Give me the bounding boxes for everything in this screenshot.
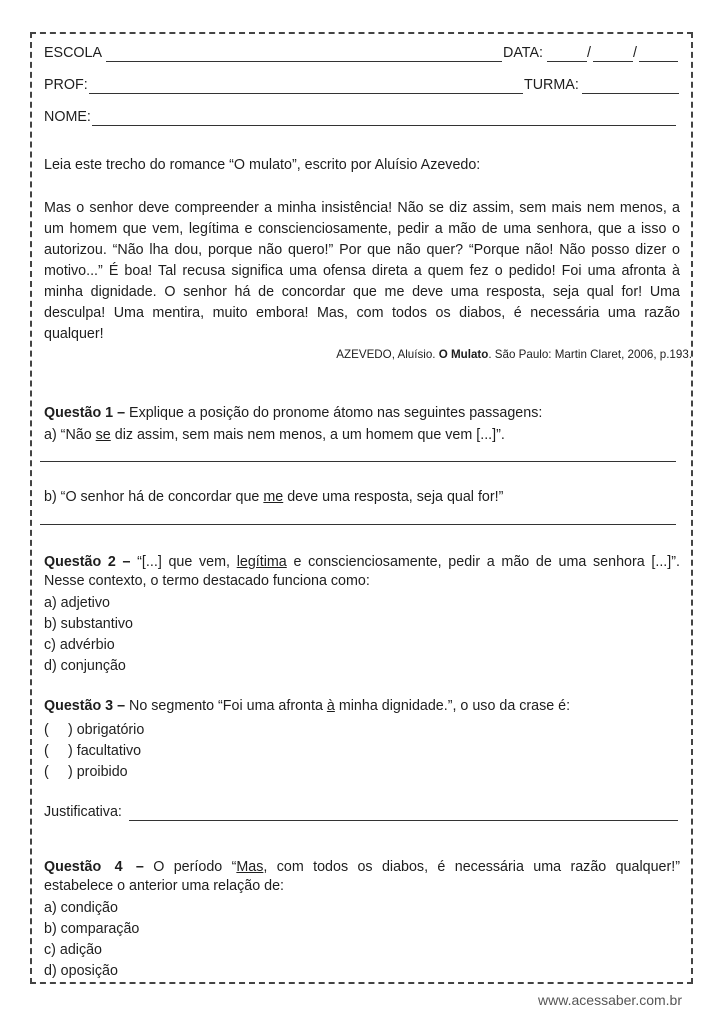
excerpt-source bbox=[336, 348, 692, 361]
question-3 bbox=[44, 698, 570, 714]
intro-text: Leia este trecho do romance “O mulato”, escrito por Aluísio Azevedo: bbox=[44, 157, 481, 173]
excerpt-line: minha dignidade. O senhor há de concordar que me deve uma resposta, seja qual for! Uma bbox=[44, 284, 680, 300]
question-1 bbox=[44, 405, 542, 421]
justification-label: Justificativa: bbox=[44, 804, 122, 820]
source-title: O Mulato bbox=[438, 348, 489, 361]
question-1-label: Questão 1 – bbox=[44, 405, 126, 421]
question-text: No segmento “Foi uma afronta bbox=[125, 698, 327, 714]
item-text: a) “Não bbox=[44, 427, 96, 443]
source-prefix: AZEVEDO, Aluísio. bbox=[336, 348, 439, 361]
question-1-text: Explique a posição do pronome átomo nas seguintes passagens: bbox=[125, 405, 543, 421]
question-1-item-b bbox=[44, 489, 503, 505]
answer-line-1a[interactable] bbox=[40, 461, 676, 462]
excerpt-line: um homem que vem, legítima e conscienciosamente, pedir a mão de uma senhora, que a isso o bbox=[44, 221, 680, 237]
item-text: b) “O senhor há de concordar que bbox=[44, 489, 264, 505]
excerpt-line: Mas o senhor deve compreender a minha insistência! Não se diz assim, sem mais nem menos, a bbox=[44, 200, 680, 216]
highlighted-word: se bbox=[95, 427, 111, 443]
footer-website[interactable]: www.acessaber.com.br bbox=[538, 992, 682, 1008]
excerpt-line: desculpa! Uma mentira, muito embora! Mas, com todos os diabos, é necessária uma razão bbox=[44, 305, 680, 321]
question-2-line2: Nesse contexto, o termo destacado funciona como: bbox=[44, 573, 370, 589]
justification-field[interactable] bbox=[129, 820, 678, 821]
option-b[interactable]: b) substantivo bbox=[44, 616, 134, 632]
prof-label: PROF: bbox=[44, 77, 88, 93]
prof-field[interactable] bbox=[89, 93, 523, 94]
question-4 bbox=[44, 857, 680, 878]
question-4-label: Questão 4 – bbox=[44, 859, 144, 875]
question-text: minha dignidade.”, o uso da crase é: bbox=[334, 698, 571, 714]
question-text: e conscienciosamente, pedir a mão de uma senhora [...]”. bbox=[286, 554, 680, 570]
turma-field[interactable] bbox=[582, 93, 679, 94]
excerpt-line: motivo...” É boa! Tal recusa significa uma ofensa direta a quem fez o pedido! Foi uma afronta à bbox=[44, 263, 680, 279]
date-month-field[interactable] bbox=[593, 61, 633, 62]
escola-label: ESCOLA bbox=[44, 45, 103, 61]
date-separator-2: / bbox=[633, 45, 637, 61]
question-1-item-a bbox=[44, 427, 505, 443]
option-facultativo[interactable] bbox=[44, 741, 141, 761]
option-a[interactable]: a) condição bbox=[44, 900, 118, 916]
date-separator-1: / bbox=[587, 45, 591, 61]
option-a[interactable]: a) adjetivo bbox=[44, 595, 110, 611]
option-label: ) facultativo bbox=[68, 743, 142, 759]
option-d[interactable]: d) conjunção bbox=[44, 658, 126, 674]
escola-field[interactable] bbox=[106, 61, 502, 62]
option-proibido[interactable] bbox=[44, 762, 128, 782]
item-text: diz assim, sem mais nem menos, a um homem que vem [...]”. bbox=[110, 427, 505, 443]
highlighted-word: me bbox=[263, 489, 284, 505]
checkbox[interactable]: ( bbox=[44, 743, 49, 759]
option-label: ) obrigatório bbox=[68, 722, 145, 738]
option-label: ) proibido bbox=[68, 764, 128, 780]
excerpt-line: autorizou. “Não lha dou, porque não quero!” Por que não quer? “Porque não! Não posso dizer o bbox=[44, 242, 680, 258]
highlighted-word: à bbox=[326, 698, 335, 714]
option-c[interactable]: c) adição bbox=[44, 942, 103, 958]
question-2 bbox=[44, 552, 680, 573]
checkbox[interactable]: ( bbox=[44, 764, 49, 780]
highlighted-word: legítima bbox=[236, 554, 287, 570]
question-text: O período “ bbox=[143, 859, 237, 875]
question-text: , com todos os diabos, é necessária uma razão qualquer!” bbox=[263, 859, 680, 875]
option-b[interactable]: b) comparação bbox=[44, 921, 140, 937]
question-4-line2: estabelece o anterior uma relação de: bbox=[44, 878, 285, 894]
nome-field[interactable] bbox=[92, 125, 676, 126]
date-year-field[interactable] bbox=[639, 61, 678, 62]
nome-label: NOME: bbox=[44, 109, 91, 125]
answer-line-1b[interactable] bbox=[40, 524, 676, 525]
question-2-label: Questão 2 – bbox=[44, 554, 131, 570]
worksheet-border bbox=[30, 32, 693, 984]
data-label: DATA: bbox=[503, 45, 543, 61]
turma-label: TURMA: bbox=[524, 77, 579, 93]
option-d[interactable]: d) oposição bbox=[44, 963, 118, 979]
date-day-field[interactable] bbox=[547, 61, 587, 62]
question-text: “[...] que vem, bbox=[130, 554, 237, 570]
source-suffix: . São Paulo: Martin Claret, 2006, p.193. bbox=[488, 348, 692, 361]
excerpt-line: qualquer! bbox=[44, 326, 104, 342]
highlighted-word: Mas bbox=[236, 859, 264, 875]
item-text: deve uma resposta, seja qual for!” bbox=[283, 489, 504, 505]
option-c[interactable]: c) advérbio bbox=[44, 637, 115, 653]
option-obrigatorio[interactable] bbox=[44, 720, 144, 740]
question-3-label: Questão 3 – bbox=[44, 698, 126, 714]
checkbox[interactable]: ( bbox=[44, 722, 49, 738]
